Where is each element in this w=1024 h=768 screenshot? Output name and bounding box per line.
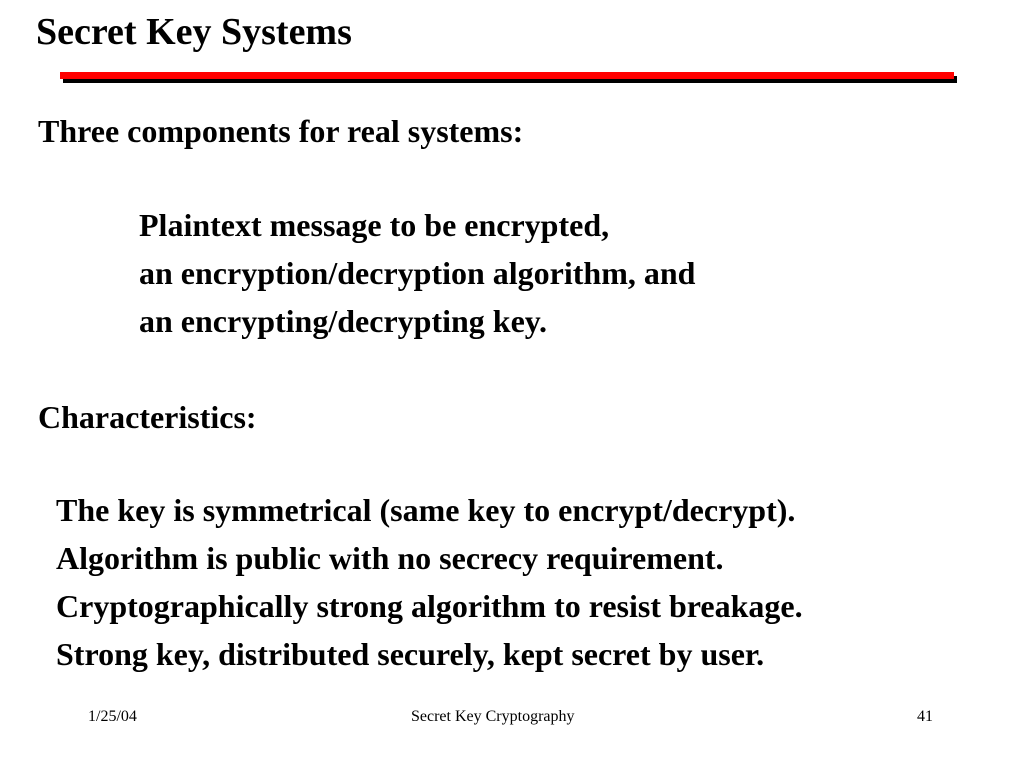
characteristic-item: The key is symmetrical (same key to encrypt/decrypt). bbox=[56, 492, 796, 528]
page-number: 41 bbox=[917, 708, 933, 725]
characteristic-item: Algorithm is public with no secrecy requirement. bbox=[56, 540, 724, 576]
characteristics-list bbox=[56, 486, 803, 678]
title-underline bbox=[60, 72, 954, 79]
components-heading: Three components for real systems: bbox=[38, 113, 524, 149]
footer-date: 1/25/04 bbox=[88, 708, 137, 725]
components-list bbox=[139, 201, 695, 345]
characteristics-heading: Characteristics: bbox=[38, 399, 257, 435]
characteristic-item: Cryptographically strong algorithm to resist breakage. bbox=[56, 588, 803, 624]
component-item: Plaintext message to be encrypted, bbox=[139, 207, 610, 243]
footer-title: Secret Key Cryptography bbox=[411, 708, 575, 725]
characteristic-item: Strong key, distributed securely, kept secret by user. bbox=[56, 636, 765, 672]
slide-title: Secret Key Systems bbox=[36, 11, 352, 53]
component-item: an encryption/decryption algorithm, and bbox=[139, 255, 696, 291]
component-item: an encrypting/decrypting key. bbox=[139, 303, 548, 339]
